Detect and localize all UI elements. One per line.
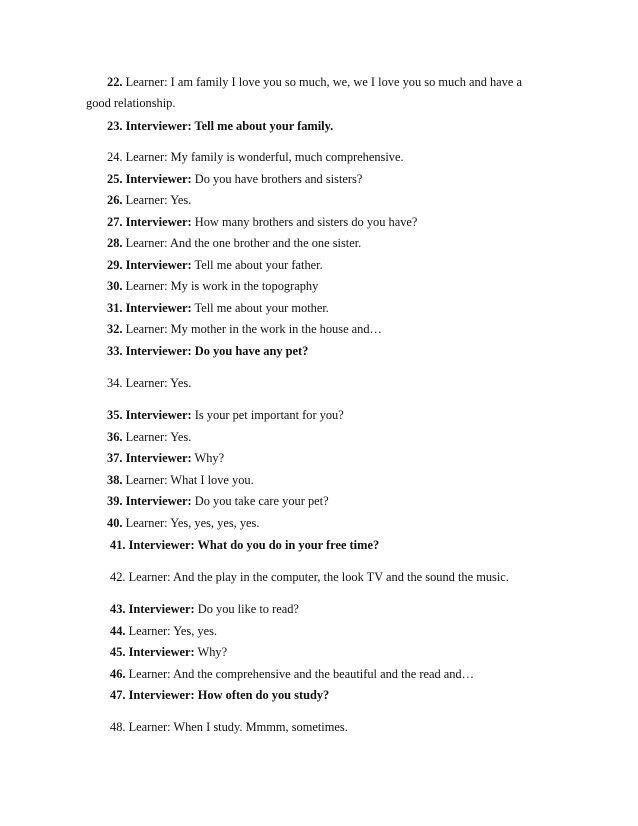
line-number: 39. bbox=[107, 494, 123, 508]
transcript-line-43 bbox=[110, 602, 299, 617]
transcript-line-47 bbox=[110, 688, 329, 703]
transcript-line-28 bbox=[107, 236, 361, 251]
transcript-line-26 bbox=[107, 193, 191, 208]
transcript-line-25 bbox=[107, 172, 362, 187]
speaker-label: Interviewer: bbox=[122, 301, 192, 315]
line-number: 32. bbox=[107, 322, 123, 336]
line-text: Tell me about your father. bbox=[191, 258, 323, 272]
transcript-line-46 bbox=[110, 667, 474, 682]
line-number: 45. bbox=[110, 645, 126, 659]
line-text: 42. Learner: And the play in the computer, the look TV and the sound the music. bbox=[110, 570, 509, 584]
line-number: 26. bbox=[107, 193, 123, 207]
transcript-line-36 bbox=[107, 430, 191, 445]
line-text: Interviewer: Do you have any pet? bbox=[122, 344, 309, 358]
line-text: Why? bbox=[191, 451, 225, 465]
line-text: Interviewer: Tell me about your family. bbox=[122, 119, 334, 133]
line-text: Tell me about your mother. bbox=[191, 301, 329, 315]
line-text: Do you have brothers and sisters? bbox=[191, 172, 363, 186]
line-text: How many brothers and sisters do you have? bbox=[191, 215, 418, 229]
line-text: Learner: And the one brother and the one sister. bbox=[122, 236, 362, 250]
transcript-line-22 bbox=[107, 75, 522, 90]
transcript-line-32 bbox=[107, 322, 382, 337]
speaker-label: Interviewer: bbox=[122, 451, 192, 465]
transcript-line-37 bbox=[107, 451, 224, 466]
speaker-label: Interviewer: bbox=[122, 408, 192, 422]
line-number: 31. bbox=[107, 301, 123, 315]
transcript-line-23 bbox=[107, 119, 333, 134]
speaker-label: Interviewer: bbox=[125, 645, 195, 659]
line-text: 48. Learner: When I study. Mmmm, sometimes. bbox=[110, 720, 348, 734]
transcript-line-44 bbox=[110, 624, 217, 639]
line-text: Learner: My is work in the topography bbox=[122, 279, 319, 293]
transcript-line-30 bbox=[107, 279, 318, 294]
line-number: 23. bbox=[107, 119, 123, 133]
transcript-line-24 bbox=[107, 150, 404, 165]
line-text: Why? bbox=[194, 645, 228, 659]
transcript-line-29 bbox=[107, 258, 323, 273]
transcript-line-22-cont bbox=[86, 96, 175, 111]
line-number: 38. bbox=[107, 473, 123, 487]
line-number: 28. bbox=[107, 236, 123, 250]
transcript-line-45 bbox=[110, 645, 227, 660]
line-number: 27. bbox=[107, 215, 123, 229]
line-text: Learner: Yes, yes. bbox=[125, 624, 218, 638]
line-text: Is your pet important for you? bbox=[191, 408, 344, 422]
line-text: 34. Learner: Yes. bbox=[107, 376, 192, 390]
transcript-line-27 bbox=[107, 215, 417, 230]
line-number: 47. bbox=[110, 688, 126, 702]
line-text: good relationship. bbox=[86, 96, 176, 110]
transcript-line-41 bbox=[110, 538, 379, 553]
transcript-line-48 bbox=[110, 720, 348, 735]
line-number: 35. bbox=[107, 408, 123, 422]
line-text: Learner: Yes. bbox=[122, 430, 192, 444]
line-number: 46. bbox=[110, 667, 126, 681]
line-text: Learner: Yes, yes, yes, yes. bbox=[122, 516, 260, 530]
transcript-line-39 bbox=[107, 494, 329, 509]
speaker-label: Interviewer: bbox=[122, 172, 192, 186]
transcript-line-35 bbox=[107, 408, 344, 423]
transcript-line-33 bbox=[107, 344, 308, 359]
line-text: Interviewer: How often do you study? bbox=[125, 688, 330, 702]
line-number: 25. bbox=[107, 172, 123, 186]
line-text: Learner: I am family I love you so much, we, we I love you so much and have a bbox=[122, 75, 522, 89]
transcript-line-42 bbox=[110, 570, 509, 585]
line-text: 24. Learner: My family is wonderful, much comprehensive. bbox=[107, 150, 404, 164]
line-number: 37. bbox=[107, 451, 123, 465]
line-text: Do you take care your pet? bbox=[191, 494, 329, 508]
transcript-line-40 bbox=[107, 516, 259, 531]
line-number: 33. bbox=[107, 344, 123, 358]
line-number: 36. bbox=[107, 430, 123, 444]
speaker-label: Interviewer: bbox=[122, 258, 192, 272]
line-text: Do you like to read? bbox=[194, 602, 299, 616]
line-number: 41. bbox=[110, 538, 126, 552]
line-text: Learner: And the comprehensive and the beautiful and the read and… bbox=[125, 667, 475, 681]
line-text: Learner: Yes. bbox=[122, 193, 192, 207]
line-number: 22. bbox=[107, 75, 123, 89]
transcript-line-38 bbox=[107, 473, 254, 488]
speaker-label: Interviewer: bbox=[122, 215, 192, 229]
transcript-line-31 bbox=[107, 301, 329, 316]
speaker-label: Interviewer: bbox=[125, 602, 195, 616]
line-text: Learner: My mother in the work in the house and… bbox=[122, 322, 382, 336]
speaker-label: Interviewer: bbox=[122, 494, 192, 508]
line-text: Interviewer: What do you do in your free time? bbox=[125, 538, 380, 552]
line-number: 43. bbox=[110, 602, 126, 616]
line-number: 44. bbox=[110, 624, 126, 638]
line-number: 29. bbox=[107, 258, 123, 272]
transcript-line-34 bbox=[107, 376, 191, 391]
line-text: Learner: What I love you. bbox=[122, 473, 254, 487]
line-number: 40. bbox=[107, 516, 123, 530]
line-number: 30. bbox=[107, 279, 123, 293]
